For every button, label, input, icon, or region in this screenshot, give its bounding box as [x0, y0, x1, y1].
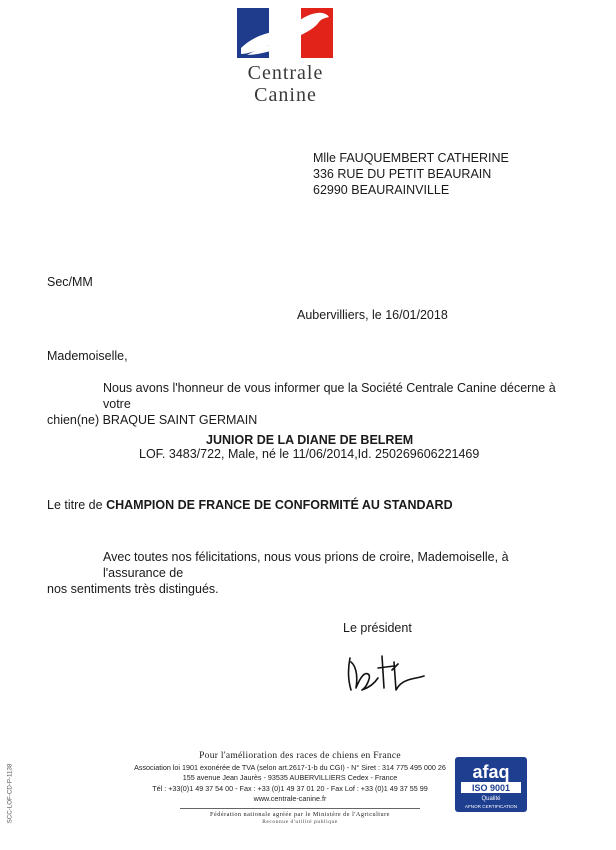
- side-document-code: SCC-LOF-CD-P-1138: [6, 763, 14, 824]
- footer-public-utility: Reconnue d'utilité publique: [262, 819, 338, 825]
- reference: Sec/MM: [47, 275, 93, 289]
- recipient-city: 62990 BEAURAINVILLE: [313, 183, 450, 197]
- footer-line-4: www.centrale-canine.fr: [253, 793, 327, 803]
- signature-icon: [338, 648, 428, 696]
- dog-info: LOF. 3483/722, Male, né le 11/06/2014,Id. 250269606221469: [139, 447, 480, 461]
- title-prefix: Le titre de: [47, 498, 103, 512]
- footer-divider: [180, 808, 420, 809]
- body-line-2: chien(ne) BRAQUE SAINT GERMAIN: [47, 413, 258, 427]
- dog-name: JUNIOR DE LA DIANE DE BELREM: [206, 433, 414, 447]
- recipient-street: 336 RUE DU PETIT BEAURAIN: [313, 167, 492, 181]
- afaq-quality: Qualité: [481, 796, 501, 802]
- footer-line-2: 155 avenue Jean Jaurès - 93535 AUBERVILLIERS Cedex - France: [182, 773, 398, 783]
- closing-line-1: Avec toutes nos félicitations, nous vous prions de croire, Mademoiselle, à l'assurance de: [103, 550, 509, 580]
- closing-line-2: nos sentiments très distingués.: [47, 582, 219, 596]
- closing-paragraph: [47, 549, 567, 597]
- footer-line-1: Association loi 1901 exonérée de TVA (selon art.2617-1-b du CGI) - N° Siret : 314 775 495 000 26: [134, 763, 446, 772]
- signatory-title: Le président: [343, 621, 412, 635]
- afaq-standard: ISO 9001: [471, 783, 511, 793]
- body-line-1: Nous avons l'honneur de vous informer que la Société Centrale Canine décerne à votre: [103, 381, 556, 411]
- afaq-brand: afaq: [472, 762, 510, 782]
- recipient-name: Mlle FAUQUEMBERT CATHERINE: [313, 151, 509, 165]
- title-line: [47, 498, 453, 512]
- footer-federation: Fédération nationale agréée par le Ministère de l'Agriculture: [210, 811, 390, 818]
- recipient-address: [313, 150, 509, 198]
- logo-text-line2: Canine: [254, 84, 317, 106]
- logo-text-line1: Centrale: [247, 62, 324, 84]
- footer-line-3: Tél : +33(0)1 49 37 54 00 - Fax : +33 (0)1 49 37 01 20 - Fax Lof : +33 (0)1 49 37 55 99: [152, 783, 428, 793]
- letter-body: [47, 380, 557, 428]
- footer-heading: Pour l'amélioration des races de chiens en France: [199, 751, 401, 761]
- salutation: Mademoiselle,: [47, 349, 128, 363]
- centrale-canine-logo-icon: [237, 8, 333, 58]
- afaq-cert: AFNOR CERTIFICATION: [464, 804, 518, 809]
- date-line: Aubervilliers, le 16/01/2018: [297, 308, 448, 322]
- afaq-iso-badge-icon: [455, 757, 527, 812]
- title-name: CHAMPION DE FRANCE DE CONFORMITÉ AU STANDARD: [106, 498, 453, 512]
- footer-contact: [126, 763, 454, 804]
